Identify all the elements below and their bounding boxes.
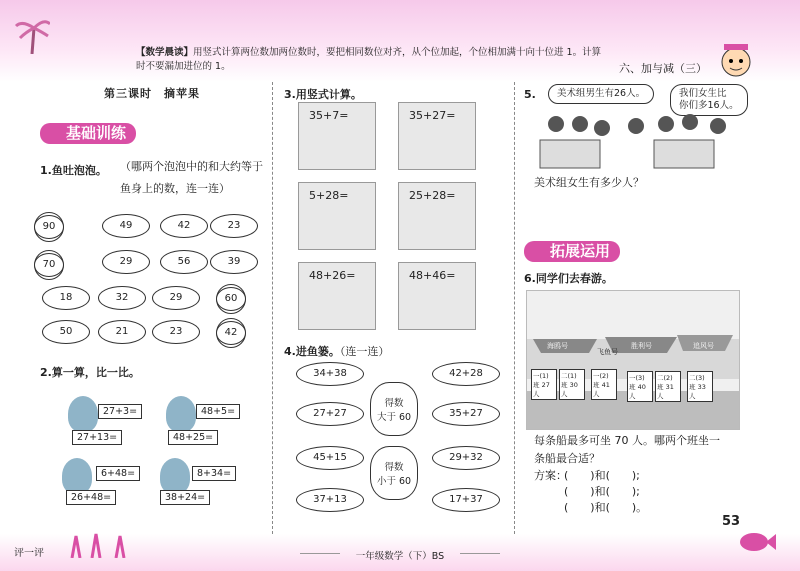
fish-icon bbox=[736, 528, 776, 556]
fish-number: 70 bbox=[34, 253, 64, 277]
section-extend-heading bbox=[524, 240, 620, 261]
vertical-calc-box[interactable] bbox=[298, 102, 376, 170]
class-sign: 一(1)班 27人 bbox=[531, 369, 557, 400]
q1-title: 鱼吐泡泡。 bbox=[51, 164, 107, 177]
fish-card[interactable]: 27+27 bbox=[296, 402, 364, 426]
calc-card[interactable]: 8+34= bbox=[192, 466, 236, 481]
fish-card[interactable]: 34+38 bbox=[296, 362, 364, 386]
class-sign: 二(3)班 33人 bbox=[687, 371, 713, 402]
calc-card[interactable]: 48+25= bbox=[168, 430, 218, 445]
calc-card[interactable]: 38+24= bbox=[160, 490, 210, 505]
speech-line: 我们女生比 bbox=[679, 88, 727, 99]
bubble[interactable]: 49 bbox=[102, 214, 150, 238]
students-illustration bbox=[536, 110, 736, 170]
q1-text: （哪两个泡泡中的和大约等于鱼身上的数，连一连） bbox=[120, 160, 263, 195]
dolphin-icon bbox=[166, 396, 196, 432]
bubble[interactable]: 39 bbox=[210, 250, 258, 274]
fish-basket-over-60[interactable] bbox=[370, 382, 418, 436]
ship-name: 海鸥号 bbox=[547, 342, 568, 350]
basket-label-line1: 得数 bbox=[384, 398, 404, 409]
fish-number: 60 bbox=[216, 287, 246, 311]
ship-name: 飞鱼号 bbox=[597, 348, 618, 356]
q2-area bbox=[40, 394, 270, 514]
fish-number: 90 bbox=[34, 215, 64, 239]
bubble[interactable]: 42 bbox=[160, 214, 208, 238]
fish-card[interactable]: 29+32 bbox=[432, 446, 500, 470]
class-sign: 一(3)班 40人 bbox=[627, 371, 653, 402]
basket-label-line2: 小于 60 bbox=[376, 476, 412, 487]
plan-answer-row[interactable]: ( )和( ); bbox=[564, 485, 640, 498]
section-basic-label: 基础训练 bbox=[40, 123, 136, 144]
cartoon-mascot-icon bbox=[716, 40, 756, 78]
q6-text: 每条船最多可坐 70 人。哪两个班坐一条船最合适？ bbox=[534, 434, 720, 465]
q4-heading bbox=[284, 343, 389, 359]
plan-answer-row[interactable]: ( )和( )。 bbox=[564, 501, 648, 514]
calc-expression: 25+28= bbox=[409, 189, 456, 202]
calc-card[interactable]: 6+48= bbox=[96, 466, 140, 481]
calc-expression: 35+27= bbox=[409, 109, 456, 122]
basket-label-line1: 得数 bbox=[384, 462, 404, 473]
q3-number: 3. bbox=[284, 88, 296, 101]
q4-hint: （连一连） bbox=[339, 345, 390, 358]
bubble[interactable]: 21 bbox=[98, 320, 146, 344]
q6-heading bbox=[524, 270, 613, 286]
fish-card[interactable]: 17+37 bbox=[432, 488, 500, 512]
vertical-calc-box[interactable] bbox=[298, 182, 376, 250]
q1-number: 1. bbox=[40, 164, 52, 177]
tip-text: 用竖式计算两位数加两位数时，要把相同数位对齐，从个位加起，个位相加满十向十位进 1。计算时不要漏加进位的 1。 bbox=[136, 47, 602, 72]
ship-name: 胜利号 bbox=[631, 342, 652, 350]
bubble[interactable]: 50 bbox=[42, 320, 90, 344]
fish-card[interactable]: 45+15 bbox=[296, 446, 364, 470]
bubble[interactable]: 23 bbox=[152, 320, 200, 344]
q4-number: 4. bbox=[284, 345, 296, 358]
calc-expression: 35+7= bbox=[309, 109, 349, 122]
q6-title: 同学们去春游。 bbox=[535, 272, 613, 285]
bubble[interactable]: 29 bbox=[152, 286, 200, 310]
calc-expression: 48+46= bbox=[409, 269, 456, 282]
vertical-calc-box[interactable] bbox=[398, 182, 476, 250]
fish-number: 42 bbox=[216, 321, 246, 345]
page-number: 53 bbox=[722, 514, 741, 529]
calc-card[interactable]: 27+13= bbox=[72, 430, 122, 445]
footer-rule bbox=[300, 553, 340, 554]
harbor-illustration bbox=[526, 290, 740, 430]
grass-icon bbox=[66, 532, 136, 558]
vertical-calc-box[interactable] bbox=[298, 262, 376, 330]
basket-label-line2: 大于 60 bbox=[376, 412, 412, 423]
speech-line: 你们多16人。 bbox=[679, 100, 739, 111]
q2-number: 2. bbox=[40, 366, 52, 379]
fish-card[interactable]: 42+28 bbox=[432, 362, 500, 386]
calc-card[interactable]: 27+3= bbox=[98, 404, 142, 419]
fish-basket-under-60[interactable] bbox=[370, 446, 418, 500]
calc-expression: 48+26= bbox=[309, 269, 356, 282]
bubble[interactable]: 18 bbox=[42, 286, 90, 310]
vertical-calc-box[interactable] bbox=[398, 262, 476, 330]
calc-expression: 5+28= bbox=[309, 189, 349, 202]
rate-label: 评一评 bbox=[14, 548, 44, 559]
tip-title: 【数学晨读】 bbox=[136, 47, 194, 58]
q6-plan-label: 方案： bbox=[534, 469, 567, 482]
q2-title: 算一算，比一比。 bbox=[51, 366, 140, 379]
class-sign: 二(2)班 31人 bbox=[655, 371, 681, 402]
plan-answer-row[interactable]: ( )和( ); bbox=[564, 469, 640, 482]
bubble[interactable]: 29 bbox=[102, 250, 150, 274]
dolphin-icon bbox=[62, 458, 92, 494]
calc-card[interactable]: 26+48= bbox=[66, 490, 116, 505]
vertical-calc-box[interactable] bbox=[398, 102, 476, 170]
q3-title: 用竖式计算。 bbox=[295, 88, 362, 101]
lesson-title: 第三课时 摘苹果 bbox=[104, 87, 200, 100]
dolphin-icon bbox=[160, 458, 190, 494]
column-divider bbox=[272, 82, 273, 534]
bubble[interactable]: 23 bbox=[210, 214, 258, 238]
fish-card[interactable]: 35+27 bbox=[432, 402, 500, 426]
fish-card[interactable]: 37+13 bbox=[296, 488, 364, 512]
class-sign: 一(2)班 41人 bbox=[591, 369, 617, 400]
speech-bubble: 美术组男生有26人。 bbox=[548, 84, 654, 104]
book-title: 一年级数学（下）BS bbox=[355, 551, 445, 562]
q6-number: 6. bbox=[524, 272, 536, 285]
bubble[interactable]: 32 bbox=[98, 286, 146, 310]
column-divider bbox=[514, 82, 515, 534]
dolphin-icon bbox=[68, 396, 98, 432]
calc-card[interactable]: 48+5= bbox=[196, 404, 240, 419]
unit-title: 六、加与减（三） bbox=[619, 62, 707, 75]
q3-heading bbox=[284, 86, 362, 102]
class-sign: 二(1)班 30人 bbox=[559, 369, 585, 400]
palm-tree-icon bbox=[14, 14, 50, 54]
section-basic-heading bbox=[40, 122, 136, 143]
bubble[interactable]: 56 bbox=[160, 250, 208, 274]
q2-heading bbox=[40, 364, 140, 380]
section-extend-label: 拓展运用 bbox=[524, 241, 620, 262]
q1-heading bbox=[40, 162, 107, 178]
footer-rule bbox=[460, 553, 500, 554]
q4-title: 进鱼篓。 bbox=[295, 345, 340, 358]
math-tip bbox=[136, 46, 606, 74]
q1-bubble-area bbox=[32, 212, 262, 350]
q5-question: 美术组女生有多少人？ bbox=[534, 176, 644, 189]
ship-name: 追风号 bbox=[693, 342, 714, 350]
q5-number: 5. bbox=[524, 88, 536, 101]
